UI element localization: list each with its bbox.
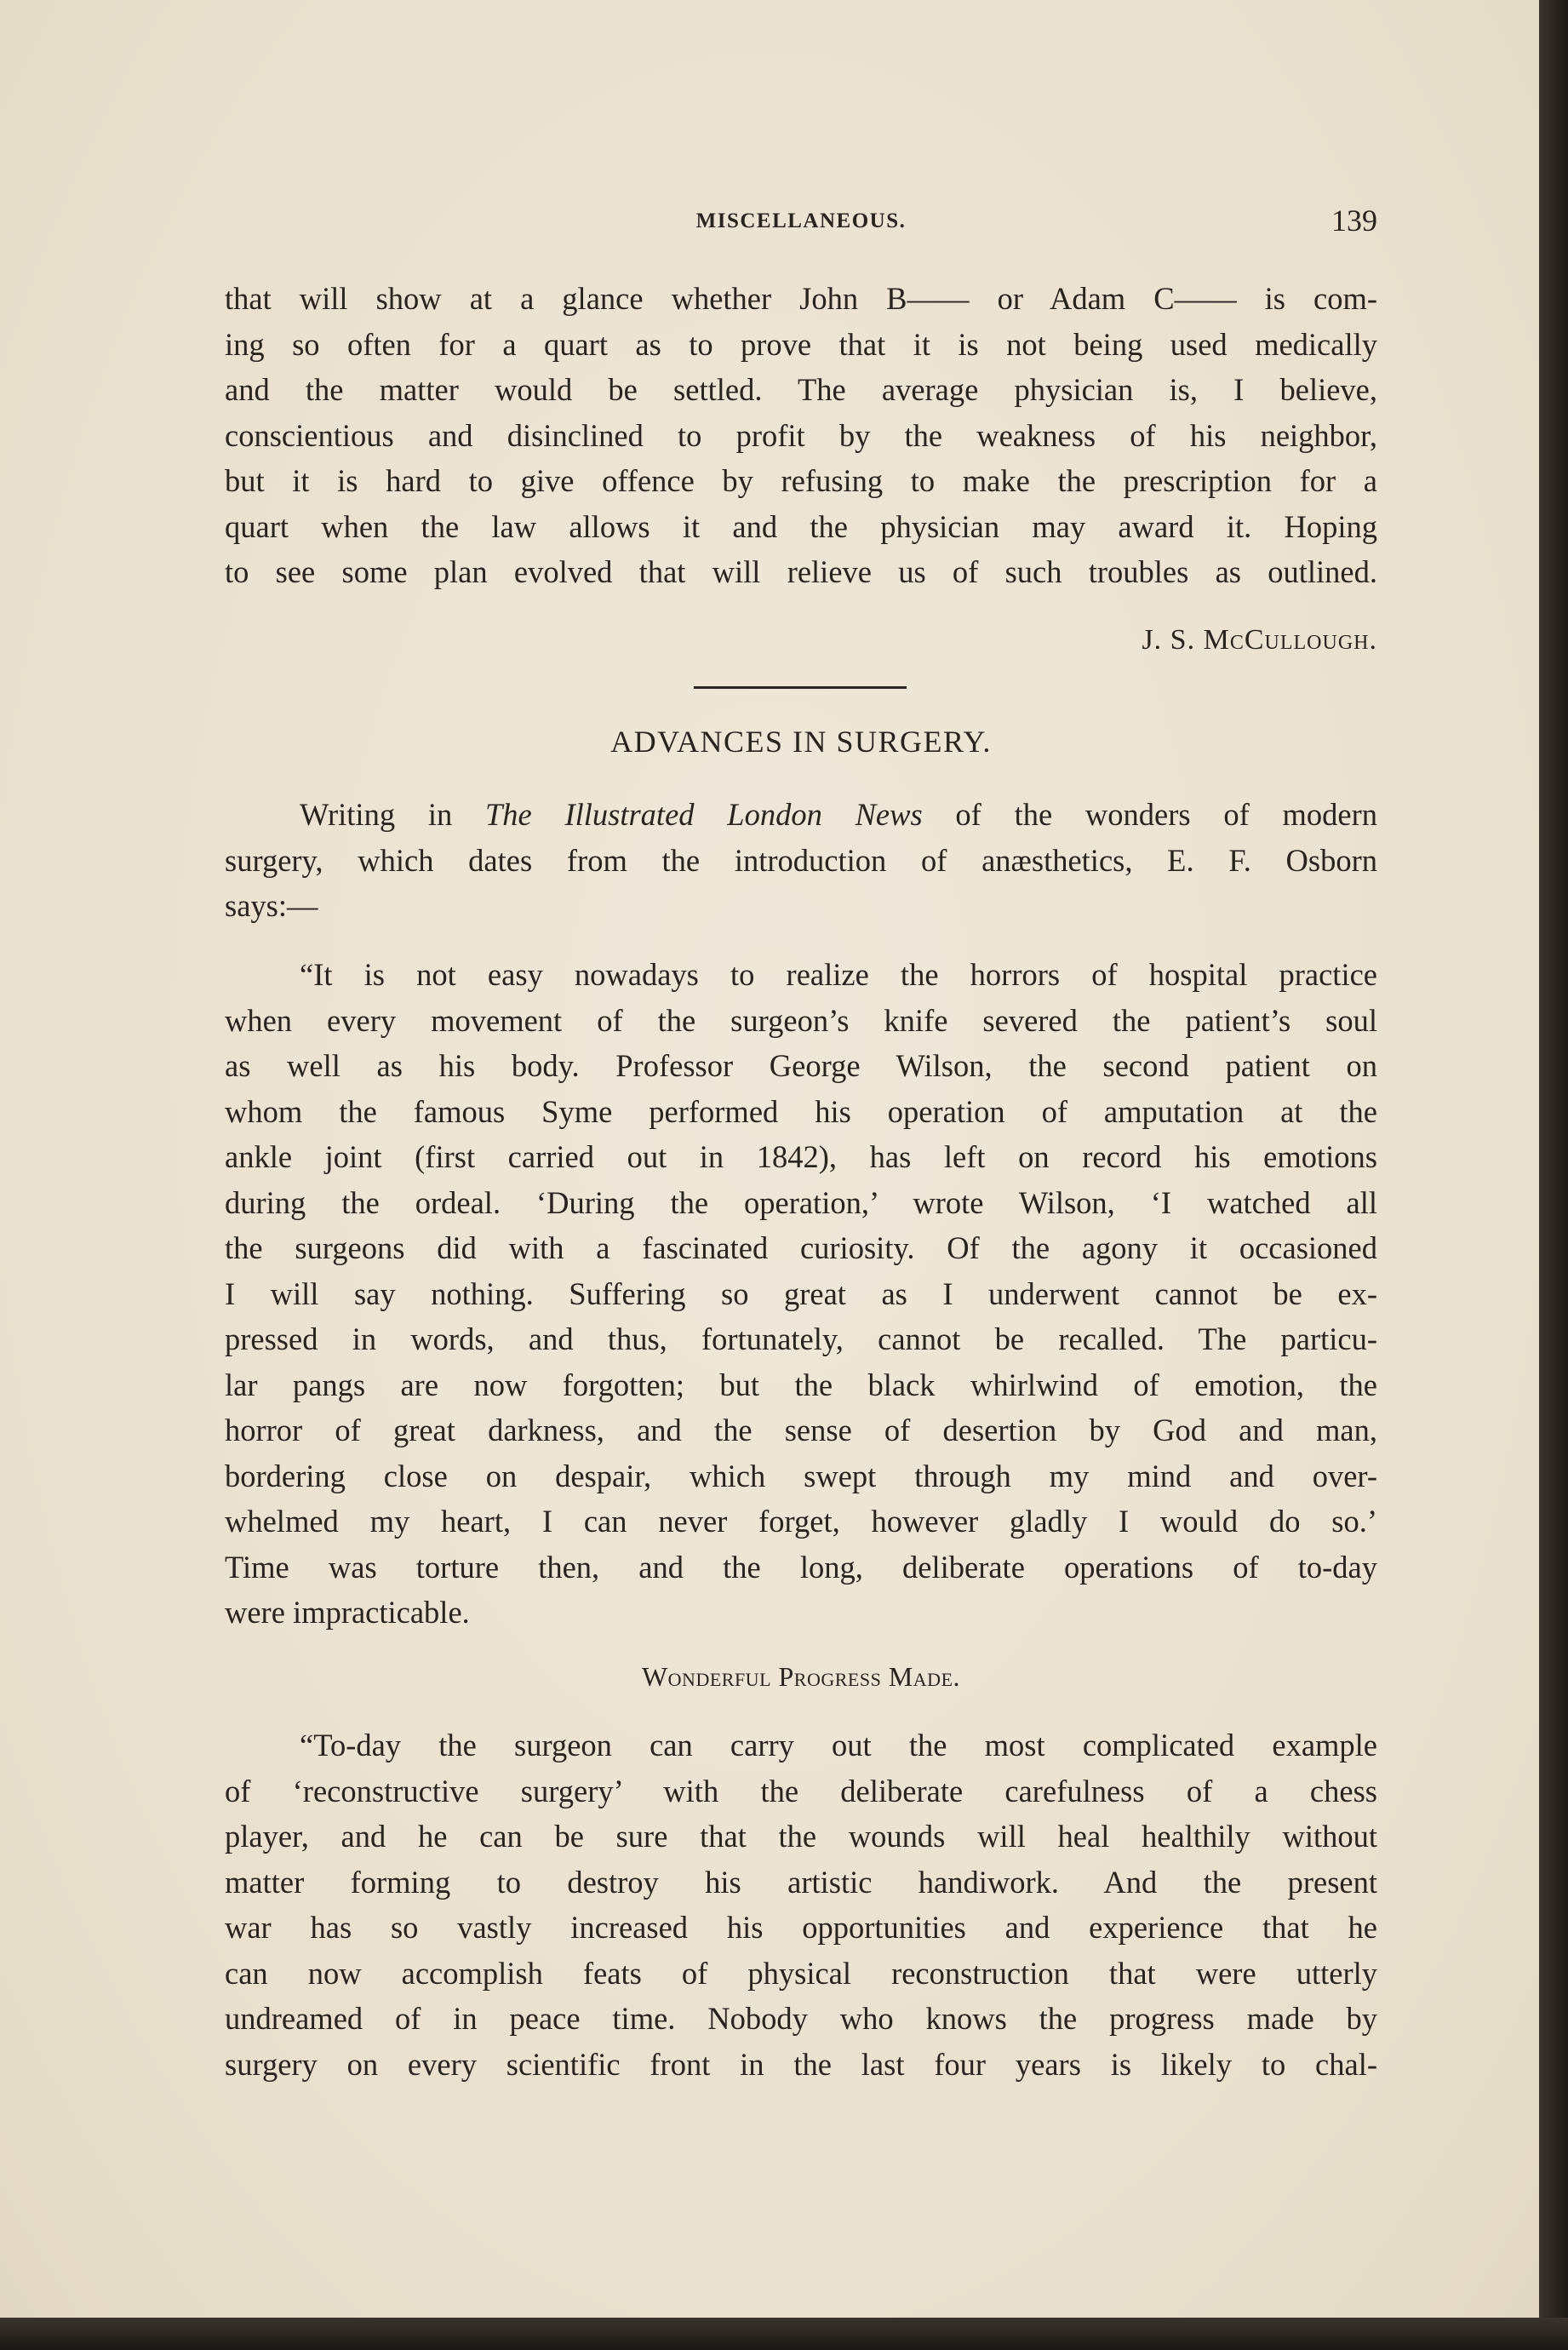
text-line	[225, 792, 1377, 838]
text-line: that will show at a glance whether John B—— or Adam C—— is com-	[225, 281, 1377, 316]
text-line: undreamed of in peace time. Nobody who knows the progress made by	[225, 2001, 1377, 2036]
text-line: “It is not easy nowadays to realize the horrors of hospital practice	[300, 957, 1377, 992]
text-line: but it is hard to give offence by refusing to make the prescription for a	[225, 463, 1377, 498]
text-line: to see some plan evolved that will relieve us of such troubles as outlined.	[225, 554, 1377, 589]
text-line: surgery on every scientific front in the last four years is likely to chal-	[225, 2046, 1377, 2082]
text-line: surgery, which dates from the introduction of anæsthetics, E. F. Osborn	[225, 842, 1377, 878]
text-line: when every movement of the surgeon’s knife severed the patient’s soul	[225, 1002, 1377, 1038]
text-line: matter forming to destroy his artistic handiwork. And the present	[225, 1864, 1377, 1900]
text-line: of ‘reconstructive surgery’ with the deliberate carefulness of a chess	[225, 1773, 1377, 1808]
text-line: says:—	[225, 888, 318, 923]
article-heading: ADVANCES IN SURGERY.	[610, 725, 992, 759]
text-line: Time was torture then, and the long, deliberate operations of to-day	[225, 1549, 1377, 1585]
text-line: conscientious and disinclined to profit by the weakness of his neighbor,	[225, 417, 1377, 453]
text-line: quart when the law allows it and the physician may award it. Hoping	[225, 508, 1377, 544]
text-line: lar pangs are now forgotten; but the black whirlwind of emotion, the	[225, 1367, 1377, 1402]
text-line: whom the famous Syme performed his operation of amputation at the	[225, 1093, 1377, 1129]
running-head	[225, 203, 1377, 245]
text-line: were impracticable.	[225, 1595, 470, 1630]
text-line: “To-day the surgeon can carry out the most complicated example	[300, 1728, 1377, 1762]
intro-text-after: of the wonders of modern	[922, 797, 1377, 832]
text-line: ankle joint (first carried out in 1842), has left on record his emotions	[225, 1139, 1377, 1174]
publication-title: The Illustrated London News	[484, 797, 923, 832]
book-edge-bottom	[0, 2318, 1568, 2350]
letter-signature: J. S. McCullough.	[1142, 624, 1377, 656]
intro-text-before: Writing in	[300, 797, 485, 832]
text-line: and the matter would be settled. The average physician is, I believe,	[225, 372, 1377, 407]
text-line: ing so often for a quart as to prove that it is not being used medically	[225, 326, 1377, 362]
letter-end-paragraph	[225, 276, 1377, 595]
text-line: whelmed my heart, I can never forget, however gladly I would do so.’	[225, 1504, 1377, 1539]
article-intro	[225, 792, 1377, 929]
article-subheading: Wonderful Progress Made.	[641, 1661, 961, 1692]
page-number: 139	[1331, 203, 1377, 238]
text-line: bordering close on despair, which swept through my mind and over-	[225, 1458, 1377, 1493]
text-line: war has so vastly increased his opportunities and experience that he	[225, 1910, 1377, 1945]
text-line: can now accomplish feats of physical reconstruction that were utterly	[225, 1955, 1377, 1991]
section-divider	[694, 686, 907, 689]
text-line: during the ordeal. ‘During the operation,’ wrote Wilson, ‘I watched all	[225, 1184, 1377, 1220]
book-edge-right	[1539, 0, 1568, 2350]
text-line: I will say nothing. Suffering so great as I underwent cannot be ex-	[225, 1275, 1377, 1311]
quoted-passage	[225, 952, 1377, 1636]
running-title: MISCELLANEOUS.	[695, 209, 907, 232]
text-line: as well as his body. Professor George Wilson, the second patient on	[225, 1048, 1377, 1083]
text-line: pressed in words, and thus, fortunately, cannot be recalled. The particu-	[225, 1321, 1377, 1356]
text-line: horror of great darkness, and the sense of desertion by God and man,	[225, 1413, 1377, 1447]
text-line: the surgeons did with a fascinated curiosity. Of the agony it occasioned	[225, 1230, 1377, 1265]
text-line: player, and he can be sure that the wounds will heal healthily without	[225, 1819, 1377, 1854]
progress-paragraph	[225, 1722, 1377, 2087]
